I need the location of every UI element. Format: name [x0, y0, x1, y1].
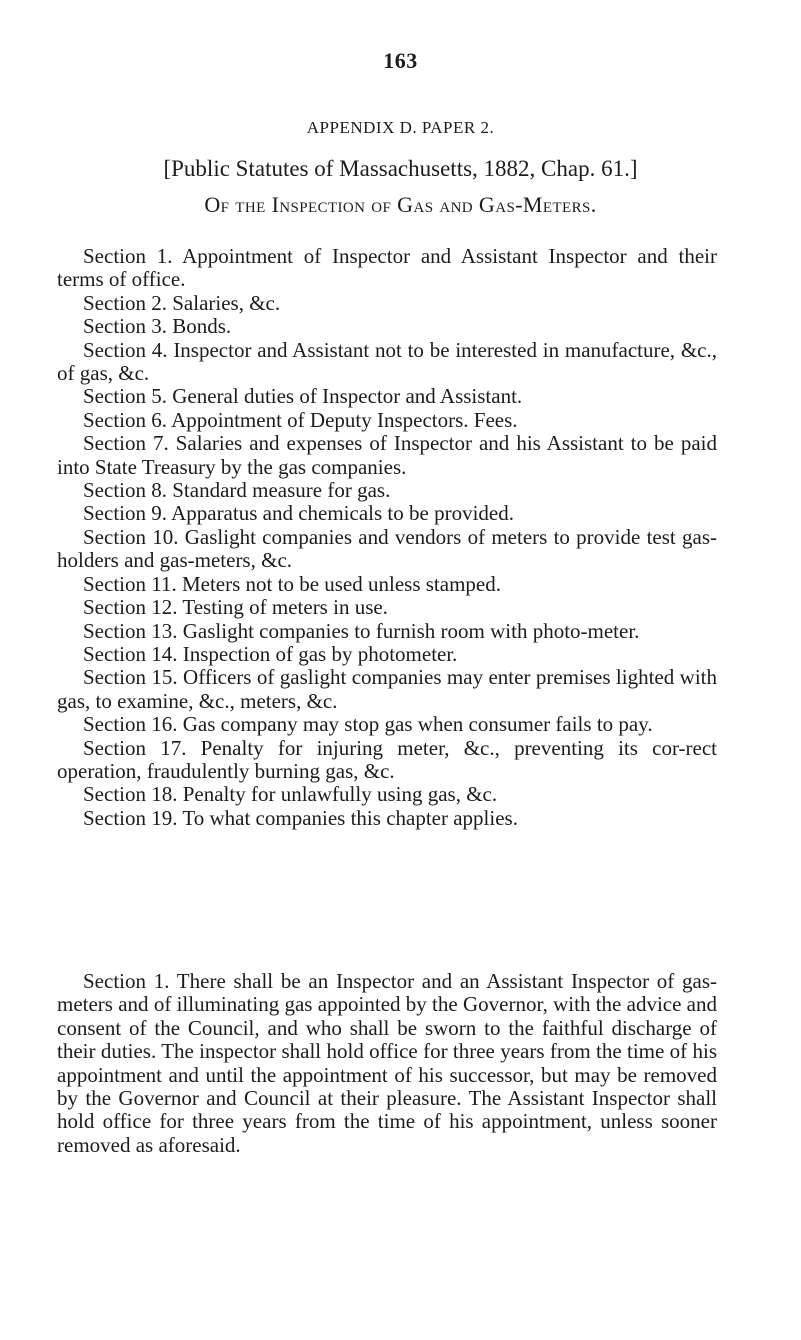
summary-item: Section 16. Gas company may stop gas when consumer fails to pay. — [83, 712, 653, 737]
summary-item: Section 11. Meters not to be used unless stamped. — [83, 571, 501, 596]
summary-item: Section 5. General duties of Inspector and Assistant. — [83, 384, 523, 409]
summary-item: Section 6. Appointment of Deputy Inspectors. Fees. — [83, 407, 518, 432]
summary-item: Section 9. Apparatus and chemicals to be provided. — [83, 501, 514, 526]
summary-item: Section 2. Salaries, &c. — [83, 290, 281, 315]
summary-item: Section 10. Gaslight companies and vendors of meters to provide test gas-holders and gas-meters, &c. — [57, 524, 717, 573]
section-body — [57, 970, 717, 1157]
chapter-heading: Of the Inspection of Gas and Gas-Meters. — [204, 192, 597, 217]
summary-item: Section 3. Bonds. — [83, 314, 232, 339]
summary-item: Section 13. Gaslight companies to furnish room with photo-meter. — [83, 618, 640, 643]
summary-item: Section 18. Penalty for unlawfully using gas, &c. — [83, 782, 498, 807]
summary-item: Section 7. Salaries and expenses of Inspector and his Assistant to be paid into State Treasury by the gas companies. — [57, 431, 717, 479]
summary-item: Section 15. Officers of gaslight companies may enter premises lighted with gas, to examine, &c., meters, &c. — [57, 665, 717, 713]
appendix-title: APPENDIX D. PAPER 2. — [306, 118, 495, 137]
summary-item: Section 14. Inspection of gas by photometer. — [83, 641, 458, 666]
summary-item: Section 17. Penalty for injuring meter, &c., preventing its cor-rect operation, fraudulently burning gas, &c. — [57, 735, 717, 783]
summary-item: Section 1. Appointment of Inspector and Assistant Inspector and their terms of office. — [57, 244, 717, 292]
summary-item: Section 12. Testing of meters in use. — [83, 595, 388, 620]
section-summary-list — [57, 245, 717, 830]
section-1-paragraph: Section 1. There shall be an Inspector and an Assistant Inspector of gas-meters and of illuminating gas appointed by the Governor, with the advice and consent of the Council, and who shall be sworn to the faithful discharge of their duties. The inspector shall hold office for three years from the time of his appointment and until the appointment of his successor, but may be removed by the Governor and Council at their pleasure. The Assistant Inspector shall hold office for three years from the time of his appointment, unless sooner removed as aforesaid. — [57, 969, 717, 1157]
page-number: 163 — [383, 48, 418, 73]
summary-item: Section 4. Inspector and Assistant not to be interested in manufacture, &c., of gas, &c. — [57, 337, 717, 386]
summary-item: Section 19. To what companies this chapter applies. — [83, 805, 518, 830]
summary-item: Section 8. Standard measure for gas. — [83, 478, 391, 503]
statute-reference: [Public Statutes of Massachusetts, 1882, Chap. 61.] — [163, 156, 638, 181]
